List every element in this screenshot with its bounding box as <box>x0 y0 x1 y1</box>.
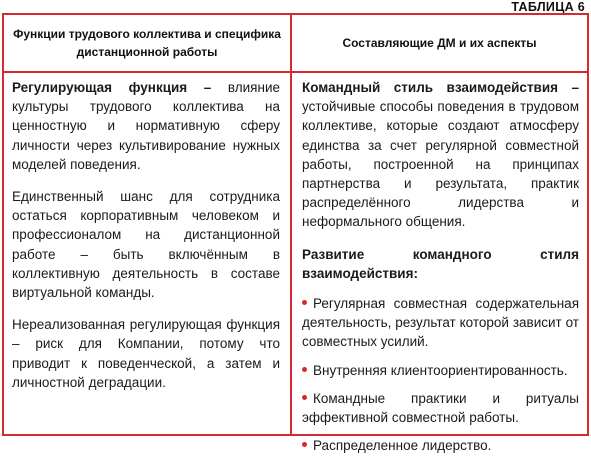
bullet-text: Регулярная совместная содержательная деятельность, результат которой зависит от совместных усилий. <box>302 296 579 350</box>
team-style-development-heading: Развитие командного стиля взаимодействия: <box>302 246 579 281</box>
regulating-function-lead: Регулирующая функция – <box>12 80 212 95</box>
bullet-item <box>302 361 579 380</box>
header-left-cell <box>4 15 290 71</box>
regulating-function-paragraph <box>12 78 280 174</box>
regulating-function-text: влияние культуры трудового коллектива на ценностную и нормативную сферу личности через культивирование нужных моделей поведения. <box>12 80 280 172</box>
bullet-dot-icon <box>302 395 307 400</box>
team-style-paragraph <box>302 78 579 232</box>
right-column-cell <box>302 78 579 464</box>
bullet-dot-icon <box>302 300 307 305</box>
column-divider <box>290 13 292 436</box>
bullet-dot-icon <box>302 367 307 372</box>
bullet-item <box>302 389 579 427</box>
header-left-text: Функции трудового коллектива и специфика дистанционной работы <box>13 27 281 59</box>
header-right-cell <box>292 15 587 71</box>
bullet-item <box>302 436 579 455</box>
bullet-text: Внутренняя клиентоориентированность. <box>313 362 568 378</box>
table-number-label: ТАБЛИЦА 6 <box>511 0 585 14</box>
team-style-lead: Командный стиль взаимодействия – <box>302 80 579 95</box>
bullet-text: Командные практики и ритуалы эффективной совместной работы. <box>302 390 579 426</box>
team-style-text: устойчивые способы поведения в трудовом коллективе, которые создают атмосферу единства за счет регулярной совместной работы, построенной на принципах партнерства и результата, практик распределённого лидерства и неформального общения. <box>302 99 579 230</box>
bullet-dot-icon <box>302 442 307 447</box>
header-row-divider <box>2 71 589 73</box>
bullet-text: Распределенное лидерство. <box>313 438 492 454</box>
bullet-item <box>302 294 579 352</box>
only-chance-paragraph: Единственный шанс для сотрудника остаться корпоративным человеком и профессионалом на дистанционной работе – быть включённым в коллективную деятельность в составе виртуальной команды. <box>12 189 280 301</box>
unrealized-function-paragraph: Нереализованная регулирующая функция – риск для Компании, потому что приводит к поведенческой, а затем и личностной деградации. <box>12 317 280 390</box>
left-column-cell <box>12 78 280 392</box>
header-right-text: Составляющие ДМ и их аспекты <box>342 36 537 50</box>
